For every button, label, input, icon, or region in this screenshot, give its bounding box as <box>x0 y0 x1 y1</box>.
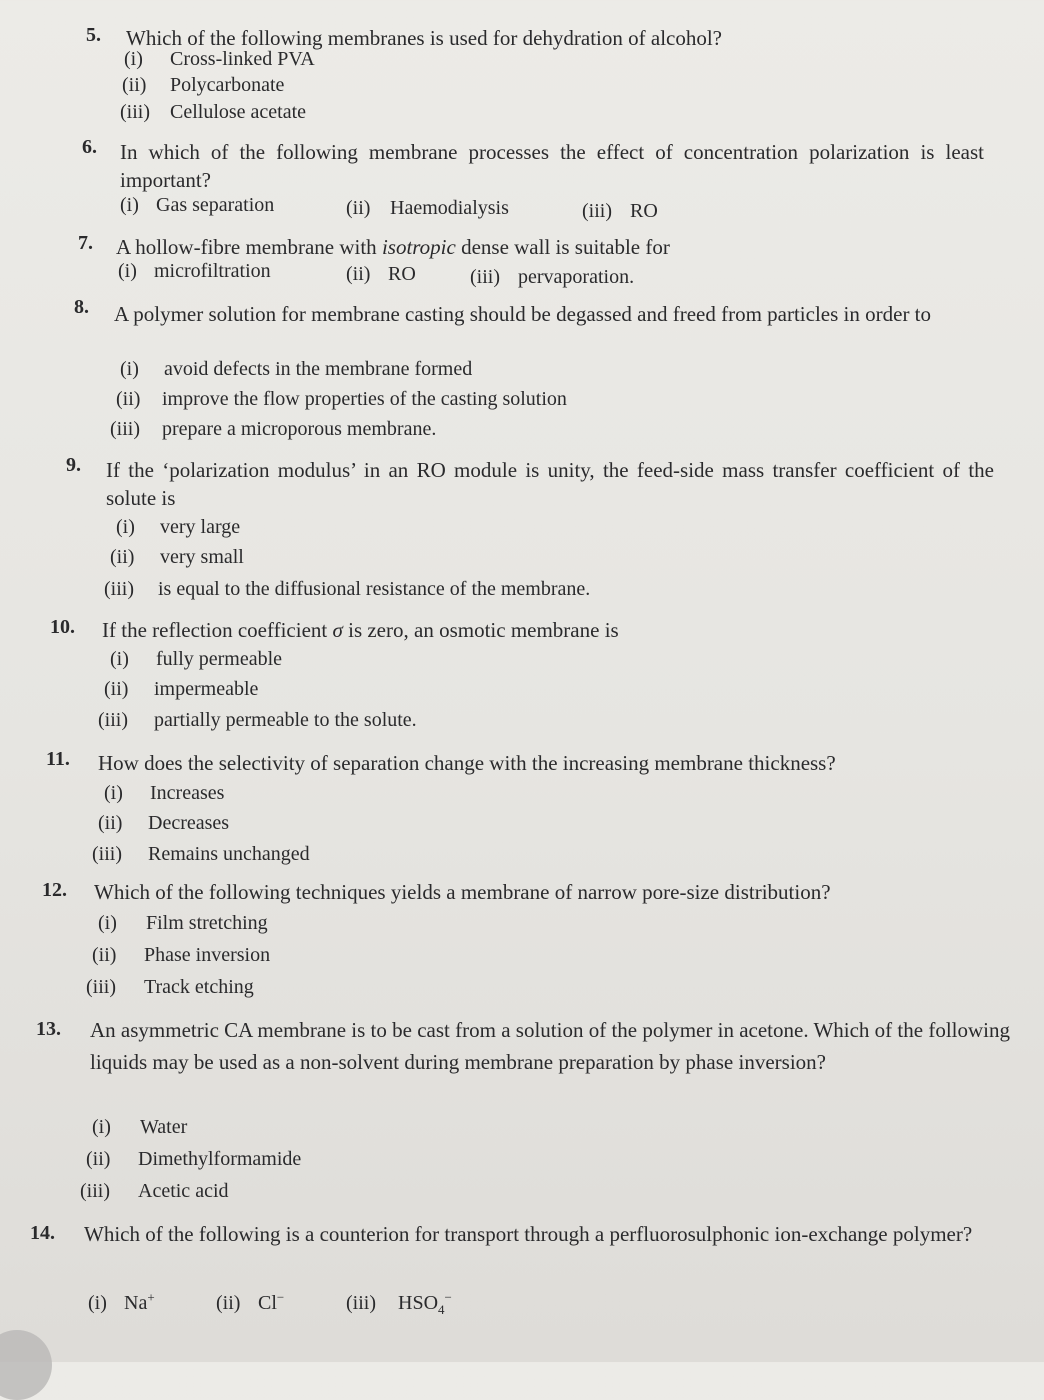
option-iii: (iii) is equal to the diffusional resistance of the membrane. <box>104 578 591 600</box>
option-ii: (ii) impermeable <box>104 678 259 700</box>
option-i: (i) very large <box>116 516 241 538</box>
option-ii: (ii) RO <box>346 263 416 285</box>
question-number: 9. <box>66 454 81 476</box>
page-corner-shadow <box>0 1330 52 1400</box>
option-iii: (iii) Remains unchanged <box>92 843 310 865</box>
question-text: How does the selectivity of separation change with the increasing membrane thickness? <box>98 751 836 775</box>
question-number: 8. <box>74 296 89 318</box>
option-i: (i) Na+ <box>88 1289 155 1314</box>
question-number: 11. <box>46 748 70 770</box>
option-i: (i) Increases <box>104 782 225 804</box>
option-i: (i) microfiltration <box>118 260 271 282</box>
option-iii: (iii) prepare a microporous membrane. <box>110 418 437 440</box>
option-ii: (ii) Decreases <box>98 812 230 834</box>
question-number: 14. <box>30 1222 55 1244</box>
option-iii: (iii) RO <box>582 200 658 222</box>
question-text: Which of the following techniques yields a membrane of narrow pore-size distribution? <box>94 880 831 904</box>
option-ii: (ii) Polycarbonate <box>122 74 285 96</box>
question-number: 12. <box>42 879 67 901</box>
option-iii: (iii) pervaporation. <box>470 266 635 288</box>
option-ii: (ii) improve the flow properties of the casting solution <box>116 388 567 410</box>
question-text: Which of the following is a counterion for transport through a perfluorosulphonic ion-exchange polymer? <box>84 1222 973 1246</box>
option-i: (i) Film stretching <box>98 912 268 934</box>
option-ii: (ii) very small <box>110 546 244 568</box>
option-ii: (ii) Dimethylformamide <box>86 1148 302 1170</box>
question-number: 6. <box>82 136 97 158</box>
question-text: A hollow-fibre membrane with isotropic dense wall is suitable for <box>116 235 670 259</box>
option-i: (i) avoid defects in the membrane formed <box>120 358 473 380</box>
option-iii: (iii) Acetic acid <box>80 1180 229 1202</box>
question-text: In which of the following membrane processes the effect of concentration polarization is least important? <box>120 140 984 192</box>
option-iii: (iii) Cellulose acetate <box>120 101 307 123</box>
question-text: Which of the following membranes is used for dehydration of alcohol? <box>126 26 722 50</box>
option-iii: (iii) Track etching <box>86 976 254 998</box>
question-text: An asymmetric CA membrane is to be cast from a solution of the polymer in acetone. Which of the following liquids may be used as a non-solvent during membrane preparation by phase inversion? <box>90 1018 1010 1074</box>
option-i: (i) fully permeable <box>110 648 283 670</box>
question-text: If the reflection coefficient σ is zero, an osmotic membrane is <box>102 618 619 642</box>
option-ii: (ii) Cl− <box>216 1289 285 1314</box>
option-iii: (iii) partially permeable to the solute. <box>98 709 417 731</box>
question-text: If the ‘polarization modulus’ in an RO module is unity, the feed-side mass transfer coefficient of the solute is <box>106 458 994 510</box>
question-number: 10. <box>50 616 75 638</box>
option-i: (i) Gas separation <box>120 194 275 216</box>
option-i: (i) Cross-linked PVA <box>124 48 315 70</box>
option-iii: (iii) $HSO_4^-$ <box>346 1289 452 1317</box>
option-ii: (ii) Haemodialysis <box>346 197 509 219</box>
question-text: A polymer solution for membrane casting should be degassed and freed from particles in order to <box>114 302 932 326</box>
question-number: 5. <box>86 24 101 46</box>
question-number: 13. <box>36 1018 61 1040</box>
option-i: (i) Water <box>92 1116 188 1138</box>
question-number: 7. <box>78 232 93 254</box>
option-ii: (ii) Phase inversion <box>92 944 271 966</box>
